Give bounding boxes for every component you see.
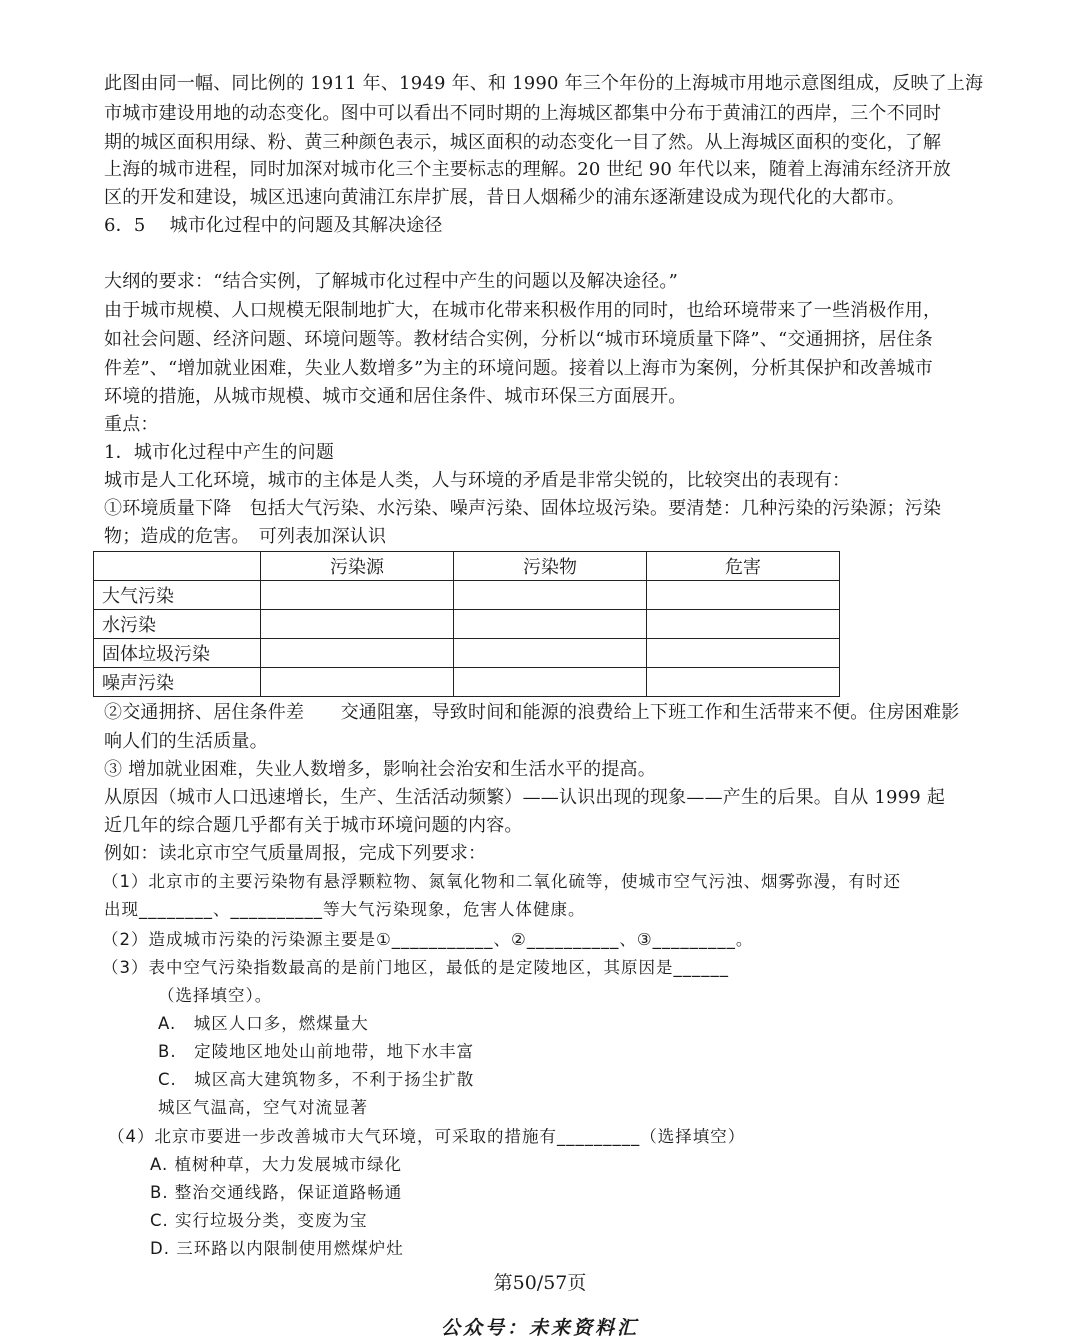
question-1-cont: 出现________、__________等大气污染现象，危害人体健康。 [104,900,586,919]
row-label: 固体垃圾污染 [94,639,261,668]
option-a: A. 植树种草，大力发展城市绿化 [150,1155,402,1174]
table-cell [261,639,454,668]
table-cell [454,639,647,668]
paragraph-line: 响人们的生活质量。 [104,731,268,752]
option-b: B. 定陵地区地处山前地带，地下水丰富 [158,1042,475,1061]
option-c: C. 城区高大建筑物多，不利于扬尘扩散 [158,1070,475,1089]
table-header: 污染源 [261,552,454,581]
watermark: 公众号：未来资料汇 [440,1317,639,1339]
paragraph-line: 期的城区面积用绿、粉、黄三种颜色表示，城区面积的动态变化一目了然。从上海城区面积的变化，了解 [104,132,942,153]
paragraph-line: ①环境质量下降 包括大气污染、水污染、噪声污染、固体垃圾污染。要清楚：几种污染的污染源；污染 [104,498,942,519]
table-row [94,668,840,697]
table-cell [261,668,454,697]
option-c: C. 实行垃圾分类，变废为宝 [150,1211,368,1230]
table-header-row [94,552,840,581]
paragraph-line: 上海的城市进程，同时加深对城市化三个主要标志的理解。20 世纪 90 年代以来，随着上海浦东经济开放 [104,159,951,180]
table-cell [454,581,647,610]
page-number: 第50/57页 [493,1272,587,1294]
paragraph-line: 件差”、“增加就业困难，失业人数增多”为主的环境问题。接着以上海市为案例，分析其保护和改善城市 [104,358,934,379]
section-title: 6．5 城市化过程中的问题及其解决途径 [104,215,443,236]
table-cell [454,668,647,697]
paragraph-line: 由于城市规模、人口规模无限制地扩大，在城市化带来积极作用的同时，也给环境带来了一些消极作用， [104,300,942,321]
option-d: D. 三环路以内限制使用燃煤炉灶 [150,1239,404,1258]
table-row [94,610,840,639]
paragraph-line: 近几年的综合题几乎都有关于城市环境问题的内容。 [104,815,523,836]
table-cell [454,610,647,639]
item-heading: 1．城市化过程中产生的问题 [104,442,335,463]
paragraph-line: 环境的措施，从城市规模、城市交通和居住条件、城市环保三方面展开。 [104,386,687,407]
question-3-cont: （选择填空）。 [158,986,273,1005]
table-cell [647,639,840,668]
paragraph-line: 城市是人工化环境，城市的主体是人类，人与环境的矛盾是非常尖锐的，比较突出的表现有： [104,470,851,491]
paragraph-line: 从原因（城市人口迅速增长，生产、生活活动频繁）——认识出现的现象——产生的后果。自从 1999 起 [104,787,946,808]
question-1: （1）北京市的主要污染物有悬浮颗粒物、氮氧化物和二氧化硫等，使城市空气污浊、烟雾弥漫，有时还 [102,872,901,891]
option-b: B. 整治交通线路，保证道路畅通 [150,1183,403,1202]
paragraph-line: 此图由同一幅、同比例的 1911 年、1949 年、和 1990 年三个年份的上海城市用地示意图组成，反映了上海 [104,73,984,94]
option-a: A. 城区人口多，燃煤量大 [158,1014,369,1033]
paragraph-line: 区的开发和建设，城区迅速向黄浦江东岸扩展，昔日人烟稀少的浦东逐渐建设成为现代化的大都市。 [104,187,905,208]
pollution-table [93,551,840,697]
table-cell [261,610,454,639]
question-3: （3）表中空气污染指数最高的是前门地区，最低的是定陵地区，其原因是______ [102,958,729,977]
table-row [94,581,840,610]
question-4: （4）北京市要进一步改善城市大气环境，可采取的措施有_________（选择填空） [108,1127,746,1146]
example-intro: 例如：读北京市空气质量周报，完成下列要求： [104,843,487,864]
paragraph-line: ③ 增加就业困难，失业人数增多，影响社会治安和生活水平的提高。 [104,759,656,780]
row-label: 噪声污染 [94,668,261,697]
table-row [94,639,840,668]
key-points-heading: 重点： [104,414,159,435]
row-label: 大气污染 [94,581,261,610]
table-header [94,552,261,581]
question-2: （2）造成城市污染的污染源主要是①___________、②__________、③_________。 [102,930,754,949]
option-d: 城区气温高，空气对流显著 [158,1098,368,1117]
table-cell [261,581,454,610]
row-label: 水污染 [94,610,261,639]
table-header: 危害 [647,552,840,581]
table-cell [647,581,840,610]
table-cell [647,668,840,697]
table-header: 污染物 [454,552,647,581]
paragraph-line: ②交通拥挤、居住条件差 交通阻塞，导致时间和能源的浪费给上下班工作和生活带来不便。住房困难影 [104,702,960,723]
table-cell [647,610,840,639]
syllabus-requirement: 大纲的要求：“结合实例，了解城市化过程中产生的问题以及解决途径。” [104,271,679,292]
paragraph-line: 如社会问题、经济问题、环境问题等。教材结合实例，分析以“城市环境质量下降”、“交通拥挤，居住条 [104,329,934,350]
paragraph-line: 市城市建设用地的动态变化。图中可以看出不同时期的上海城区都集中分布于黄浦江的西岸，三个不同时 [104,103,942,124]
paragraph-line: 物；造成的危害。 可列表加深认识 [104,526,387,547]
